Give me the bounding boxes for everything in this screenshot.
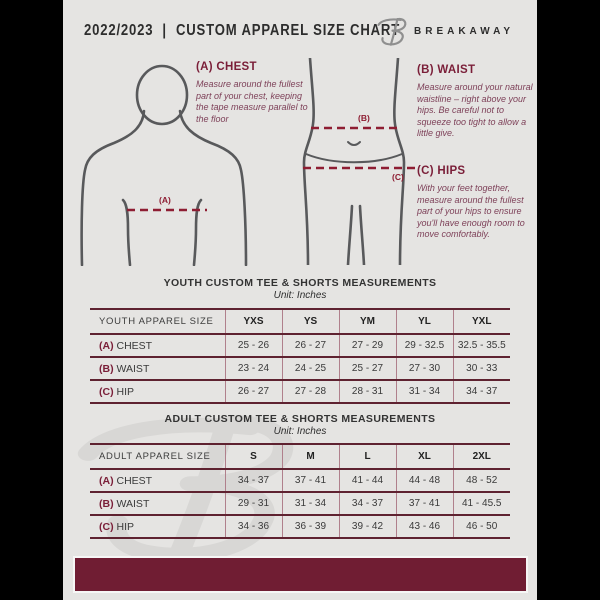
youth-section-title: YOUTH CUSTOM TEE & SHORTS MEASUREMENTS	[163, 277, 437, 289]
measurement-value-cell: 27 - 28	[282, 380, 339, 403]
footer-accent-bar	[73, 556, 528, 593]
size-table-row	[90, 515, 510, 538]
adult-unit-label: Unit: Inches	[273, 426, 327, 437]
page-title	[84, 22, 400, 40]
size-table-row	[90, 334, 510, 357]
measurement-value-cell: 36 - 39	[282, 515, 339, 538]
waist-description: Measure around your natural waistline – right above your hips. Be careful not to squeeze too tight to allow a little give.	[417, 82, 533, 138]
measurement-letter-tag: (A)	[99, 339, 114, 352]
youth-unit-label: Unit: Inches	[273, 290, 327, 301]
measurement-value-cell: 48 - 52	[453, 469, 510, 492]
breakaway-logo-icon	[376, 15, 409, 48]
chest-heading: (A) CHEST	[196, 61, 257, 73]
size-table-title-cell: ADULT APPAREL SIZE	[90, 444, 225, 469]
measurement-value-cell: 46 - 50	[453, 515, 510, 538]
measurement-value-cell: 39 - 42	[339, 515, 396, 538]
title-divider: |	[162, 22, 167, 39]
size-column-header: YXS	[225, 309, 282, 334]
chest-line-tag: (A)	[159, 195, 171, 205]
measurement-value-cell: 31 - 34	[282, 492, 339, 515]
size-column-header: XL	[396, 444, 453, 469]
chest-description: Measure around the fullest part of your chest, keeping the tape measure parallel to the floor	[196, 79, 308, 124]
measurement-label-cell: (A) CHEST	[90, 334, 225, 357]
waist-hips-diagram-figure	[298, 58, 423, 265]
measurement-value-cell: 34 - 37	[339, 492, 396, 515]
brand-name: BREAKAWAY	[414, 26, 515, 37]
measurement-letter-tag: (C)	[99, 385, 114, 398]
measurement-value-cell: 26 - 27	[282, 334, 339, 357]
size-column-header: L	[339, 444, 396, 469]
size-column-header: YS	[282, 309, 339, 334]
title-text: CUSTOM APPAREL SIZE CHART	[175, 22, 401, 39]
measurement-value-cell: 43 - 46	[396, 515, 453, 538]
measurement-value-cell: 25 - 27	[339, 357, 396, 380]
measurement-letter-tag: (B)	[99, 362, 114, 375]
size-table-row	[90, 492, 510, 515]
measurement-value-cell: 32.5 - 35.5	[453, 334, 510, 357]
measurement-letter-tag: (C)	[99, 520, 114, 533]
measurement-value-cell: 37 - 41	[282, 469, 339, 492]
adult-size-table	[90, 443, 510, 539]
measurement-letter-tag: (A)	[99, 474, 114, 487]
measurement-value-cell: 29 - 31	[225, 492, 282, 515]
title-season: 2022/2023	[84, 22, 154, 39]
hips-description: With your feet together, measure around the fullest part of your hips to ensure you'll have enough room to move comfortably.	[417, 183, 525, 239]
measurement-label-cell: (B) WAIST	[90, 492, 225, 515]
measurement-value-cell: 37 - 41	[396, 492, 453, 515]
measurement-value-cell: 41 - 45.5	[453, 492, 510, 515]
size-table-title-cell: YOUTH APPAREL SIZE	[90, 309, 225, 334]
size-column-header: YL	[396, 309, 453, 334]
size-table-row	[90, 380, 510, 403]
measurement-value-cell: 41 - 44	[339, 469, 396, 492]
measurement-value-cell: 44 - 48	[396, 469, 453, 492]
measurement-letter-tag: (B)	[99, 497, 114, 510]
size-column-header: M	[282, 444, 339, 469]
size-column-header: YM	[339, 309, 396, 334]
hips-heading: (C) HIPS	[417, 165, 466, 177]
size-column-header: YXL	[453, 309, 510, 334]
measurement-value-cell: 34 - 36	[225, 515, 282, 538]
measurement-value-cell: 23 - 24	[225, 357, 282, 380]
youth-size-table	[90, 308, 510, 404]
measurement-value-cell: 28 - 31	[339, 380, 396, 403]
measurement-value-cell: 29 - 32.5	[396, 334, 453, 357]
size-column-header: S	[225, 444, 282, 469]
measurement-value-cell: 27 - 30	[396, 357, 453, 380]
adult-section-title: ADULT CUSTOM TEE & SHORTS MEASUREMENTS	[164, 413, 436, 425]
measurement-label-cell: (C) HIP	[90, 515, 225, 538]
measurement-value-cell: 24 - 25	[282, 357, 339, 380]
measurement-value-cell: 27 - 29	[339, 334, 396, 357]
size-table-header-row	[90, 309, 510, 334]
measurement-value-cell: 34 - 37	[453, 380, 510, 403]
measurement-value-cell: 25 - 26	[225, 334, 282, 357]
measurement-label-cell: (A) CHEST	[90, 469, 225, 492]
size-table-row	[90, 469, 510, 492]
size-table-row	[90, 357, 510, 380]
measurement-value-cell: 31 - 34	[396, 380, 453, 403]
measurement-value-cell: 34 - 37	[225, 469, 282, 492]
waist-heading: (B) WAIST	[417, 64, 476, 76]
measurement-label-cell: (B) WAIST	[90, 357, 225, 380]
size-table-header-row	[90, 444, 510, 469]
waist-line-tag: (B)	[358, 113, 370, 123]
measurement-value-cell: 30 - 33	[453, 357, 510, 380]
measurement-label-cell: (C) HIP	[90, 380, 225, 403]
measurement-value-cell: 26 - 27	[225, 380, 282, 403]
size-column-header: 2XL	[453, 444, 510, 469]
hips-line-tag: (C)	[392, 172, 404, 182]
